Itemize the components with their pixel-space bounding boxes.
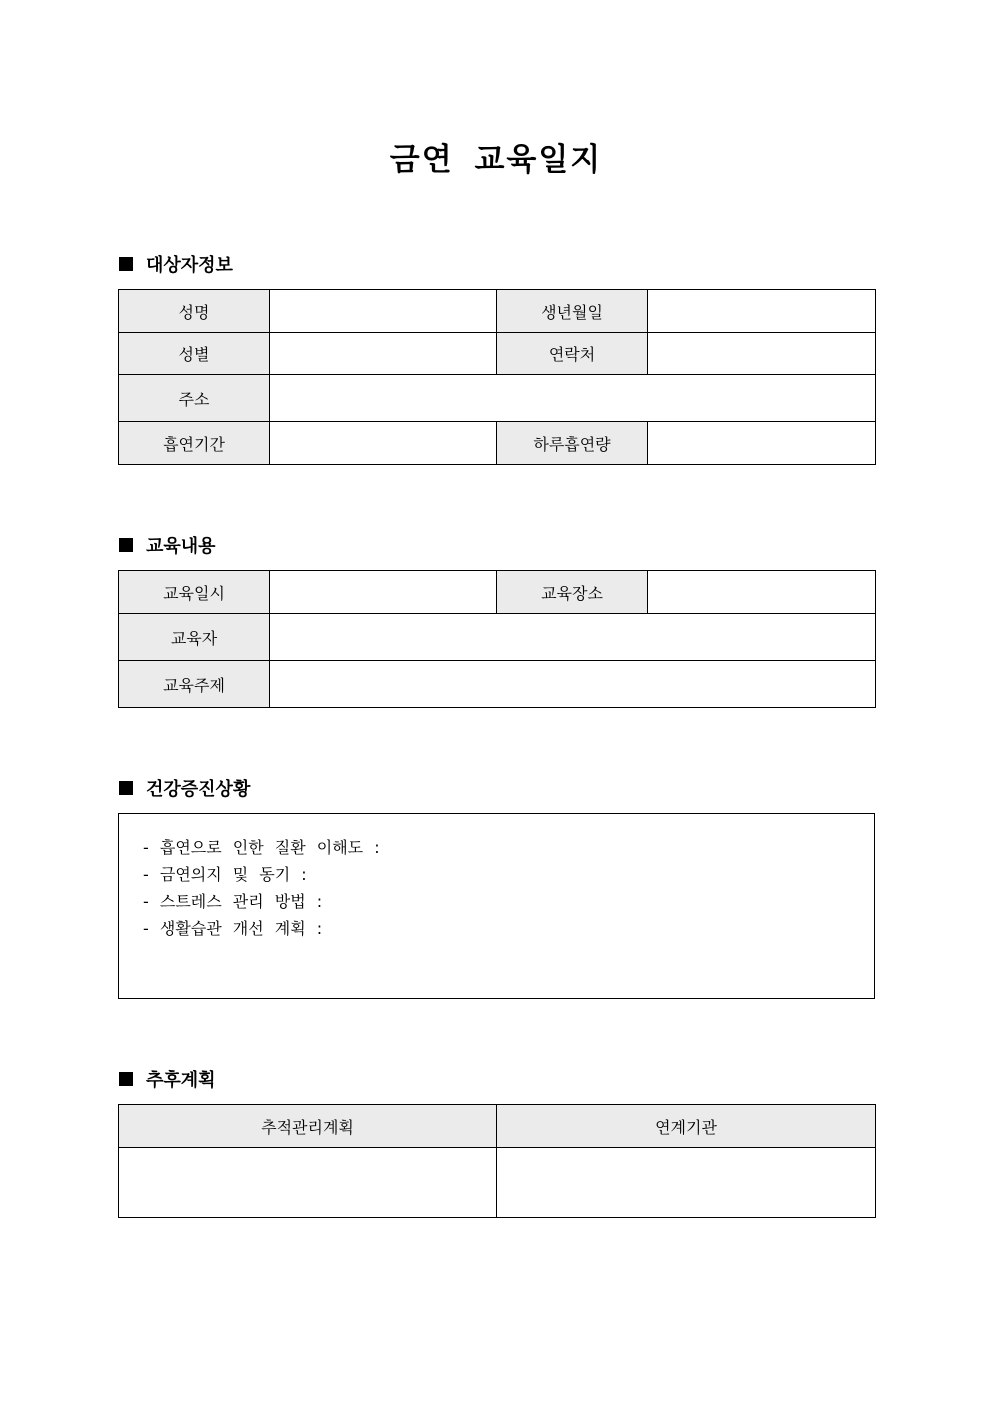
list-item: - 흡연으로 인한 질환 이해도 : <box>143 838 380 857</box>
section-heading-subject-info <box>119 251 233 277</box>
linked-agency-field[interactable] <box>497 1148 876 1218</box>
square-bullet-icon <box>119 257 133 271</box>
datetime-field[interactable] <box>270 571 497 614</box>
label-place: 교육장소 <box>497 571 648 614</box>
health-items-list <box>119 814 874 942</box>
section-heading-education <box>119 532 216 558</box>
label-name: 성명 <box>119 290 270 333</box>
subject-info-table <box>118 289 876 465</box>
gender-field[interactable] <box>270 333 497 375</box>
section-title: 건강증진상황 <box>146 779 251 800</box>
square-bullet-icon <box>119 1072 133 1086</box>
label-datetime: 교육일시 <box>119 571 270 614</box>
section-heading-health <box>119 775 250 801</box>
list-item: - 생활습관 개선 계획 : <box>143 919 323 938</box>
birth-field[interactable] <box>648 290 876 333</box>
name-field[interactable] <box>270 290 497 333</box>
header-linked-agency: 연계기관 <box>497 1105 876 1148</box>
section-title: 대상자정보 <box>146 255 233 276</box>
topic-field[interactable] <box>270 661 876 708</box>
smoking-period-field[interactable] <box>270 422 497 465</box>
page-title: 금연 교육일지 <box>389 142 603 178</box>
tracking-plan-field[interactable] <box>119 1148 497 1218</box>
label-birth: 생년월일 <box>497 290 648 333</box>
educator-field[interactable] <box>270 614 876 661</box>
label-contact: 연락처 <box>497 333 648 375</box>
daily-amount-field[interactable] <box>648 422 876 465</box>
address-field[interactable] <box>270 375 876 422</box>
education-table <box>118 570 876 708</box>
section-title: 교육내용 <box>146 536 216 557</box>
list-item: - 스트레스 관리 방법 : <box>143 892 323 911</box>
label-address: 주소 <box>119 375 270 422</box>
section-title: 추후계획 <box>146 1070 216 1091</box>
label-smoking-period: 흡연기간 <box>119 422 270 465</box>
label-topic: 교육주제 <box>119 661 270 708</box>
label-educator: 교육자 <box>119 614 270 661</box>
health-status-box[interactable] <box>118 813 875 999</box>
square-bullet-icon <box>119 781 133 795</box>
label-gender: 성별 <box>119 333 270 375</box>
section-heading-followup <box>119 1066 216 1092</box>
header-tracking-plan: 추적관리계획 <box>119 1105 497 1148</box>
place-field[interactable] <box>648 571 876 614</box>
followup-table <box>118 1104 876 1218</box>
square-bullet-icon <box>119 538 133 552</box>
list-item: - 금연의지 및 동기 : <box>143 865 307 884</box>
label-daily-amount: 하루흡연량 <box>497 422 648 465</box>
contact-field[interactable] <box>648 333 876 375</box>
